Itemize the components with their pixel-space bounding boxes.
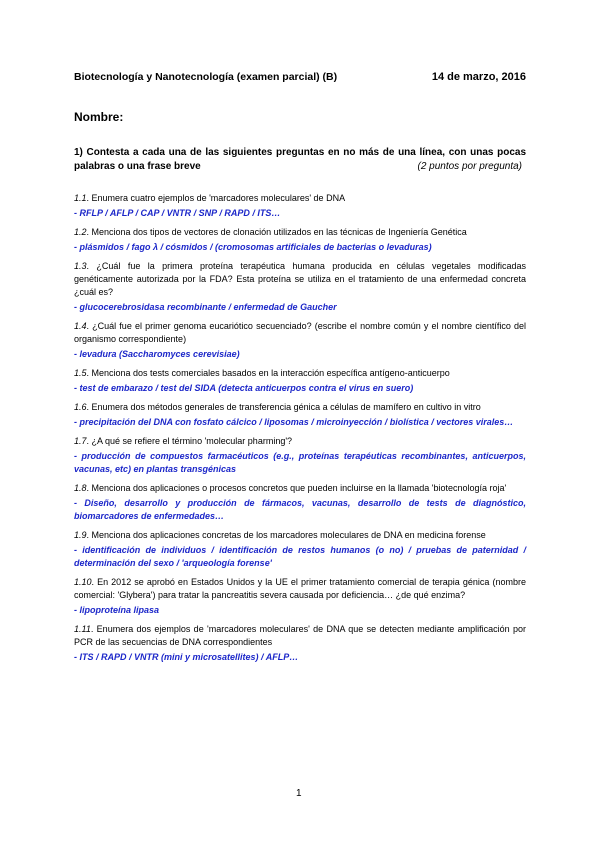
- answer-1-9: - identificación de individuos / identificación de restos humanos (o no) / pruebas de paternidad / determinación del sexo / 'arqueología forense': [74, 545, 526, 568]
- question-1-4: 1.4. ¿Cuál fue el primer genoma eucariótico secuenciado? (escribe el nombre común y el nombre científico del organismo correspondiente): [74, 321, 526, 344]
- name-label: Nombre:: [74, 110, 124, 124]
- answer-1-4: - levadura (Saccharomyces cerevisiae): [74, 349, 240, 359]
- page-number: 1: [296, 788, 302, 799]
- answer-1-5: - test de embarazo / test del SIDA (detecta anticuerpos contra el virus en suero): [74, 383, 414, 393]
- question-1-9: 1.9. Menciona dos aplicaciones concretas de los marcadores moleculares de DNA en medicina forense: [74, 530, 486, 540]
- instructions: [74, 146, 526, 174]
- points-note: (2 puntos por pregunta): [417, 161, 522, 172]
- question-1-11: 1.11. Enumera dos ejemplos de 'marcadores moleculares' de DNA que se detecten mediante amplificación por PCR de las secuencias de DNA correspondientes: [74, 624, 526, 647]
- answer-1-3: - glucocerebrosidasa recombinante / enfermedad de Gaucher: [74, 302, 337, 312]
- exam-date: 14 de marzo, 2016: [431, 71, 526, 83]
- question-1-2: 1.2. Menciona dos tipos de vectores de clonación utilizados en las técnicas de Ingeniería Genética: [74, 227, 467, 237]
- question-1-3: 1.3. ¿Cuál fue la primera proteína terapéutica humana producida en células vegetales modificadas genéticamente autorizada por la FDA? Esta proteína se utiliza en el tratamiento de una enfermedad concreta ¿cuál es?: [74, 261, 526, 297]
- question-list: [74, 192, 526, 670]
- answer-1-11: - ITS / RAPD / VNTR (mini y microsatellites) / AFLP…: [74, 652, 299, 662]
- question-1-6: 1.6. Enumera dos métodos generales de transferencia génica a células de mamífero en cultivo in vitro: [74, 402, 481, 412]
- answer-1-7: - producción de compuestos farmacéuticos (e.g., proteínas terapéuticas recombinantes, anticuerpos, vacunas, etc) en plantas transgénicas: [74, 451, 526, 474]
- exam-title: Biotecnología y Nanotecnología (examen parcial) (B): [74, 71, 338, 83]
- question-1-1: 1.1. Enumera cuatro ejemplos de 'marcadores moleculares' de DNA: [74, 193, 346, 203]
- instructions-text: 1) Contesta a cada una de las siguientes preguntas en no más de una línea, con unas pocas palabras o una frase breve: [74, 147, 526, 172]
- exam-header: [74, 71, 526, 83]
- answer-1-2: - plásmidos / fago λ / cósmidos / (cromosomas artificiales de bacterias o levaduras): [74, 242, 432, 252]
- question-1-10: 1.10. En 2012 se aprobó en Estados Unidos y la UE el primer tratamiento comercial de terapia génica (nombre comercial: 'Glybera') para tratar la pancreatitis severa causada por deficiencia… ¿de qué enzima?: [74, 577, 526, 600]
- question-1-8: 1.8. Menciona dos aplicaciones o procesos concretos que pueden incluirse en la llamada 'biotecnología roja': [74, 483, 507, 493]
- answer-1-8: - Diseño, desarrollo y producción de fármacos, vacunas, desarrollo de tests de diagnóstico, biomarcadores de enfermedades…: [74, 498, 526, 521]
- answer-1-10: - lipoproteína lipasa: [74, 605, 160, 615]
- question-1-5: 1.5. Menciona dos tests comerciales basados en la interacción específica antígeno-anticuerpo: [74, 368, 450, 378]
- question-1-7: 1.7. ¿A qué se refiere el término 'molecular pharming'?: [74, 436, 293, 446]
- answer-1-6: - precipitación del DNA con fosfato cálcico / liposomas / microinyección / biolística / vectores virales…: [74, 417, 514, 427]
- answer-1-1: - RFLP / AFLP / CAP / VNTR / SNP / RAPD / ITS…: [74, 208, 281, 218]
